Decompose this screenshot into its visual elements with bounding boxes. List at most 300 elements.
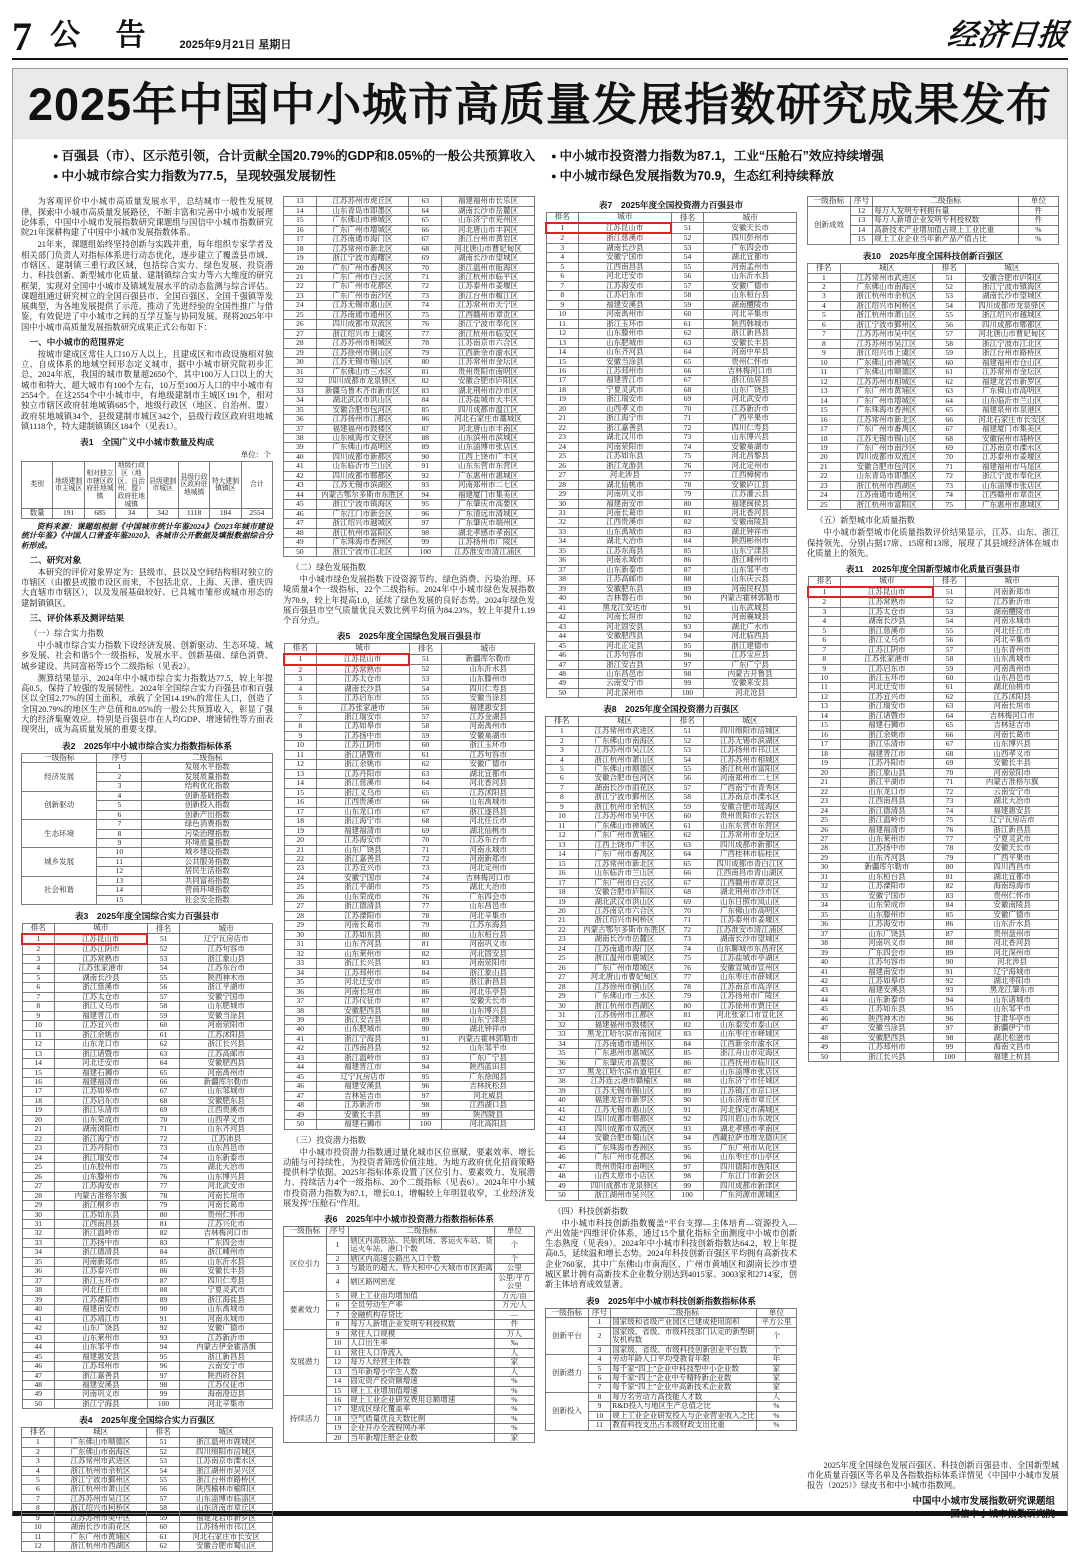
- cell: 江西樟树市: [704, 471, 797, 480]
- cell: 88: [409, 1006, 442, 1015]
- cell: 48: [546, 1172, 579, 1181]
- page-header: [12, 8, 1068, 60]
- cell: 河南长垣市: [180, 1191, 273, 1200]
- cell: 黑龙江哈尔滨市南岗区: [578, 1030, 671, 1039]
- cell: 安徽合肥市庐阳区: [966, 273, 1059, 282]
- cell: 湖南长沙县: [55, 973, 148, 982]
- cell: 人口出生率: [349, 1339, 495, 1348]
- table-row: [284, 902, 535, 911]
- cell: R&D投入与地区生产总值之比: [611, 1402, 757, 1411]
- cell: 69: [671, 897, 704, 906]
- cell: 河北高阳县: [442, 1120, 535, 1129]
- cell: 当年新增注册企业数: [349, 1433, 495, 1442]
- cell: 吉林延吉市: [317, 1091, 410, 1100]
- table-row: [808, 778, 1059, 787]
- cell: 45: [22, 1352, 55, 1361]
- table-row: [284, 1101, 535, 1110]
- cell: 91: [409, 462, 442, 471]
- cell: 山东昌邑市: [966, 674, 1059, 683]
- cell: 96: [409, 1082, 442, 1091]
- table-11: [807, 576, 1059, 1062]
- cell: 100: [671, 1191, 704, 1200]
- cell: 19: [284, 826, 317, 835]
- cell: 江苏太仓市: [841, 607, 934, 616]
- cell: %: [494, 1395, 534, 1404]
- cell: ‰: [494, 1339, 534, 1348]
- cell: 35: [284, 405, 317, 414]
- cell: 河北迁安市: [55, 1059, 148, 1068]
- cell: 山东临沂市兰山区: [316, 462, 409, 471]
- cell: 湖北大冶市: [442, 883, 535, 892]
- cell: 25: [546, 452, 579, 461]
- cell: %: [756, 1402, 796, 1411]
- cell: 浙江温州市瓯海区: [442, 263, 535, 272]
- cell: 89: [147, 1295, 180, 1304]
- cell: 85: [671, 546, 704, 555]
- table-title: 表10 2025年度全国科技创新百强区: [862, 250, 1004, 261]
- cell: 江苏宜兴市: [317, 864, 410, 873]
- cell: 河北威县: [442, 1091, 535, 1100]
- cell: 43: [546, 622, 579, 631]
- cell: 97: [409, 1091, 442, 1100]
- cell: 广东广州市番禺区: [578, 850, 671, 859]
- cell: 山西太原市小店区: [578, 1172, 671, 1181]
- cell: 60: [933, 674, 966, 683]
- cell: 37: [546, 565, 579, 574]
- cell: 59: [933, 664, 966, 673]
- cell: 13: [97, 876, 142, 885]
- column-header: 二级指标: [873, 197, 1019, 207]
- cell: 9: [326, 1329, 349, 1338]
- cell: 山东青州市: [966, 645, 1059, 654]
- cell: 吉林抚松县: [442, 1082, 535, 1091]
- cell: 山东滕州市: [841, 910, 934, 919]
- cell: 环境质量指数: [142, 838, 273, 847]
- cell: 15: [808, 721, 841, 730]
- cell: 创新产出指数: [142, 810, 273, 819]
- cell: 每万人经营主体数: [349, 1358, 495, 1367]
- cell: 53: [409, 675, 442, 684]
- paragraph: 中小城市新型城市化质量指数评价结果显示，江苏、山东、浙江保持领先，分别占据17席、15席和13席，展现了其县域经济体在城市化质量上的领先。: [807, 528, 1059, 558]
- cell: 江苏南京市六合区: [578, 907, 671, 916]
- cell: 浙江杭州市临平区: [442, 273, 535, 282]
- cell: 38: [284, 433, 317, 442]
- cell: 98: [933, 1033, 966, 1042]
- cell: 20: [326, 1433, 349, 1442]
- cell: 58: [147, 1504, 180, 1513]
- section-heading: 三、评价体系及测评结果: [29, 612, 125, 623]
- cell: 广东广州市黄埔区: [54, 1532, 147, 1541]
- cell: 陕西神木市: [180, 973, 273, 982]
- cell: 55: [409, 694, 442, 703]
- cell: 63: [933, 702, 966, 711]
- cell: 12: [284, 760, 317, 769]
- cell: 山东荣成市: [841, 901, 934, 910]
- cell: 1: [546, 727, 579, 736]
- table-row: [22, 1106, 273, 1115]
- cell: 江苏淮安市清江浦区: [442, 547, 535, 556]
- cell: 江苏邳州市: [317, 968, 410, 977]
- cell: %: [756, 1411, 796, 1420]
- cell: 66: [671, 869, 704, 878]
- column-header: 类别: [22, 462, 53, 509]
- cell: 湖南长沙市雨花区: [54, 1523, 147, 1532]
- cell: 74: [409, 873, 442, 882]
- cell: 63: [409, 769, 442, 778]
- cell: 江苏沛县: [180, 1134, 273, 1143]
- cell: 43: [808, 986, 841, 995]
- cell: 42: [808, 977, 841, 986]
- cell: 97: [147, 1371, 180, 1380]
- cell: 29: [808, 853, 841, 862]
- cell: 73: [671, 935, 704, 944]
- cell: 69: [933, 759, 966, 768]
- column-header: 地级建制市主城区: [53, 462, 84, 509]
- column-header: 二级指标: [611, 1308, 757, 1318]
- cell: 山东龙口市: [317, 807, 410, 816]
- cell: 家: [756, 1374, 796, 1383]
- subsection-heading: （五）新型城市化质量指数: [815, 516, 915, 526]
- table-row: [22, 1542, 273, 1551]
- table-row: [22, 1201, 273, 1210]
- cell: 宁夏灵武市: [579, 385, 672, 394]
- cell: 10: [546, 812, 579, 821]
- cell: 34: [284, 396, 317, 405]
- column-header: 排名: [409, 644, 442, 654]
- cell: 86: [409, 987, 442, 996]
- cell: 61: [147, 1532, 180, 1541]
- cell: 河南永城市: [579, 556, 672, 565]
- cell: 46: [284, 1082, 317, 1091]
- cell: 黑龙江安达市: [579, 603, 672, 612]
- table-row: [22, 763, 273, 772]
- cell: 山东荣成市: [317, 892, 410, 901]
- cell: 76: [671, 963, 704, 972]
- cell: 安徽长丰县: [704, 338, 797, 347]
- cell: 46: [22, 1362, 55, 1371]
- cell: 69: [409, 254, 442, 263]
- cell: 8: [588, 1392, 611, 1401]
- cell: 35: [284, 978, 317, 987]
- cell: 78: [147, 1191, 180, 1200]
- cell: 湖北钟祥市: [442, 1025, 535, 1034]
- column-header: 单位: [494, 1227, 534, 1237]
- cell: 90: [671, 594, 704, 603]
- cell: 16: [22, 1077, 55, 1086]
- cell: 山东博兴县: [704, 433, 797, 442]
- cell: 安徽合肥市庐阳区: [442, 377, 535, 386]
- cell: 59: [147, 1513, 180, 1522]
- cell: 江苏连云港市赣榆区: [578, 1077, 671, 1086]
- cell: 污染治理指数: [142, 829, 273, 838]
- table-title: 表6 2025年中小城市投资潜力指数指标体系: [324, 1214, 494, 1225]
- table-row: [284, 921, 535, 930]
- cell: 山东临沂市兰山区: [578, 869, 671, 878]
- cell: 浙江象山县: [841, 768, 934, 777]
- cell: 76: [409, 892, 442, 901]
- table-row: [546, 537, 797, 546]
- table-row: [284, 1044, 535, 1053]
- column-header: 城市: [55, 924, 148, 934]
- cell: 58: [933, 655, 966, 664]
- cell: 河北深州市: [579, 688, 672, 697]
- cell: 85: [409, 405, 442, 414]
- cell: 58: [671, 291, 704, 300]
- cell: 山东博兴县: [442, 1006, 535, 1015]
- cell: 18: [284, 244, 317, 253]
- table-row: [284, 1025, 535, 1034]
- column-header: 城区: [704, 717, 797, 727]
- cell: 36: [284, 987, 317, 996]
- table-row: [546, 850, 797, 859]
- cell: 江苏新沂市: [180, 1333, 273, 1342]
- cell: 9: [808, 664, 841, 673]
- cell: 河北沧县: [704, 688, 797, 697]
- cell: 45: [546, 641, 579, 650]
- cell: 44: [808, 995, 841, 1004]
- cell: 山东青岛市即墨区: [840, 472, 933, 481]
- cell: 8: [22, 1002, 55, 1011]
- table-row: [808, 1052, 1059, 1061]
- cell: 河南郑州市二七区: [442, 481, 535, 490]
- cell: 60: [933, 358, 966, 367]
- cell: 90: [671, 1096, 704, 1105]
- table-row: [808, 1043, 1059, 1052]
- table-row: [546, 471, 797, 480]
- cell: 建成区绿化覆盖率: [349, 1405, 495, 1414]
- cell: 山东龙口市: [55, 1040, 148, 1049]
- cell: 江苏徐州市铜山区: [578, 982, 671, 991]
- cell: 71: [147, 1125, 180, 1134]
- cell: 安徽广德市: [704, 281, 797, 290]
- cell: 49: [546, 1181, 579, 1190]
- cell: 58: [933, 339, 966, 348]
- cell: 国家级、省级、市级科技部门认定的新型研发机构数: [612, 1326, 755, 1345]
- cell: 88: [671, 575, 704, 584]
- cell: 山东齐河县: [841, 853, 934, 862]
- cell: 浙江嘉善县: [55, 1371, 148, 1380]
- cell: 47: [546, 1162, 579, 1171]
- cell: 江西上饶市广丰区: [442, 452, 535, 461]
- cell: 79: [671, 490, 704, 499]
- table-row: [284, 462, 535, 471]
- cell: 广东广州市从化区: [704, 1143, 797, 1152]
- cell: 家: [494, 1358, 534, 1367]
- table-row: [546, 452, 797, 461]
- cell: 82: [409, 949, 442, 958]
- cell: 福建龙岩市新罗区: [180, 1513, 273, 1522]
- cell: 8: [22, 1504, 55, 1513]
- cell: 37: [22, 1276, 55, 1285]
- table-row: [546, 1030, 797, 1039]
- cell: 江苏张家港市: [841, 655, 934, 664]
- cell: 四川成都市郫都区: [966, 320, 1059, 329]
- cell: 21: [284, 845, 317, 854]
- cell: 浙江玉环市: [442, 741, 535, 750]
- cell: 家: [494, 1433, 534, 1442]
- cell: 29: [546, 992, 579, 1001]
- cell: 49: [284, 1110, 317, 1119]
- cell: 安徽宁国市: [841, 891, 934, 900]
- table-title: 表9 2025年中小城市科技创新指数指标体系: [586, 1295, 756, 1306]
- cell: 江苏泰州市姜堰区: [966, 453, 1059, 462]
- cell: 33: [546, 527, 579, 536]
- cell: 32: [284, 377, 317, 386]
- table-row: [546, 310, 797, 319]
- cell: 83: [671, 527, 704, 536]
- cell: 浙江新昌县: [704, 329, 797, 338]
- cell: 43: [284, 481, 317, 490]
- cell: 湖北大冶市: [180, 1163, 273, 1172]
- cell: 江苏常州市武进区: [840, 273, 933, 282]
- cell: 河南长垣市: [317, 987, 410, 996]
- cell: 四川成都市青白江区: [704, 859, 797, 868]
- cell: 68: [933, 434, 966, 443]
- cell: 山东昌邑市: [442, 902, 535, 911]
- cell: 安徽长丰县: [317, 1110, 410, 1119]
- group-label: 城乡发展: [22, 848, 97, 876]
- date-line: 2025年9月21日 星期日: [179, 39, 292, 51]
- column-header: 一级指标: [22, 753, 97, 763]
- cell: 28: [22, 1191, 55, 1200]
- cell: 40: [546, 1096, 579, 1105]
- cell: 河南巩义市: [442, 940, 535, 949]
- cell: 江西新余市渝水区: [442, 348, 535, 357]
- cell: 26: [284, 892, 317, 901]
- cell: 89: [933, 948, 966, 957]
- cell: 31: [284, 367, 317, 376]
- cell: 98: [671, 669, 704, 678]
- cell: 安徽肥西县: [841, 1033, 934, 1042]
- cell: 83: [409, 959, 442, 968]
- cell: 35: [546, 546, 579, 555]
- cell: 71: [933, 778, 966, 787]
- cell: 62: [671, 831, 704, 840]
- cell: 安徽巢湖市: [442, 731, 535, 740]
- cell: 江苏东台市: [442, 836, 535, 845]
- cell: 福建南安市: [55, 1305, 148, 1314]
- table-row: [22, 1248, 273, 1257]
- table-10: [807, 263, 1059, 510]
- cell: 15: [546, 859, 579, 868]
- column-3: [545, 196, 797, 1522]
- cell: 广东佛山市顺德区: [578, 764, 671, 773]
- cell: 94: [671, 1134, 704, 1143]
- cell: 城乡建设指数: [142, 848, 273, 857]
- cell: 浙江杭州市萧山区: [578, 755, 671, 764]
- cell: 68: [409, 817, 442, 826]
- cell: 16: [546, 366, 579, 375]
- cell: 公里/平方公里: [494, 1273, 534, 1291]
- cell: 江苏沭阳县: [180, 1030, 273, 1039]
- cell: 35: [22, 1257, 55, 1266]
- cell: 云南安宁市: [966, 787, 1059, 796]
- cell: 贵州贵阳市南明区: [578, 1162, 671, 1171]
- column-header: 城市: [841, 577, 934, 587]
- cell: 江苏常熟市: [317, 665, 410, 675]
- cell: 38: [546, 1077, 579, 1086]
- cell: 96: [409, 509, 442, 518]
- cell: 湖南长沙市雨花区: [578, 783, 671, 792]
- cell: 68: [409, 244, 442, 253]
- table-row: [22, 944, 273, 954]
- table-row: [22, 876, 273, 885]
- cell: 个: [756, 1327, 796, 1345]
- cell: 8: [808, 655, 841, 664]
- cell: 7: [284, 712, 317, 721]
- cell: 安徽肥西县: [317, 1006, 410, 1015]
- column-header: 特大建制镇镇区: [210, 462, 241, 509]
- cell: 规上工业企业当年新产品产值占比: [873, 235, 1019, 244]
- cell: 江苏高邮市: [180, 1049, 273, 1058]
- cell: 7: [546, 281, 579, 290]
- cell: 福建龙岩市新罗区: [578, 1096, 671, 1105]
- cell: 广东清远市清城区: [442, 509, 535, 518]
- cell: 9: [97, 838, 142, 847]
- table-row: [284, 997, 535, 1006]
- cell: 江苏东海县: [579, 546, 672, 555]
- cell: 每万人新增企业发明专利授权数: [349, 1320, 495, 1329]
- cell: 84: [409, 396, 442, 405]
- cell: 24: [22, 1153, 55, 1162]
- cell: 山东济南市章丘区: [704, 1096, 797, 1105]
- cell: 辽宁瓦房店市: [966, 816, 1059, 825]
- cell: 江西赣州市章贡区: [704, 878, 797, 887]
- table-row: [22, 1163, 273, 1172]
- cell: 11: [588, 1421, 611, 1430]
- cell: 人: [494, 1367, 534, 1376]
- cell: 山东宁津县: [442, 1015, 535, 1024]
- cell: 1: [808, 587, 841, 597]
- cell: 18: [326, 1414, 349, 1423]
- cell: 75: [933, 816, 966, 825]
- cell: 西藏拉萨市堆龙德庆区: [704, 1134, 797, 1143]
- cell: 72: [147, 1134, 180, 1143]
- cell: 河北正定县: [579, 641, 672, 650]
- group-label: 要素效力: [284, 1291, 327, 1329]
- cell: 84: [933, 901, 966, 910]
- bullet-item: ● 中小城市绿色发展指数为70.9，生态红利持续释放: [551, 166, 1027, 184]
- cell: 50: [808, 1052, 841, 1061]
- cell: 34: [546, 1039, 579, 1048]
- cell: 山东广饶县: [841, 929, 934, 938]
- cell: 10: [808, 674, 841, 683]
- table-title: 表7 2025年度全国投资潜力百强县市: [598, 200, 744, 211]
- cell: 92: [671, 613, 704, 622]
- cell: 4: [808, 617, 841, 626]
- cell: 江苏如皋市: [841, 977, 934, 986]
- cell: 广东四会市: [704, 243, 797, 252]
- cell: 浙江宁波市鄞州区: [840, 320, 933, 329]
- cell: 14: [546, 348, 579, 357]
- column-header: 合计: [241, 462, 272, 509]
- cell: 39: [284, 1015, 317, 1024]
- column-2: [283, 196, 535, 1522]
- cell: 江苏无锡市惠山区: [578, 1105, 671, 1114]
- cell: 江苏常熟市: [841, 597, 934, 607]
- cell: 四川成都市新都区: [704, 840, 797, 849]
- cell: 山东邹平市: [442, 1044, 535, 1053]
- cell: 江苏靖江市: [55, 1314, 148, 1323]
- cell: 浙江绍兴市上虞区: [316, 329, 409, 338]
- cell: 10: [22, 1523, 55, 1532]
- cell: 江苏苏州市吴中区: [840, 330, 933, 339]
- bullet-list: [13, 139, 1067, 190]
- cell: 79: [409, 348, 442, 357]
- table-row: [284, 538, 535, 547]
- cell: 江西湖口县: [442, 1101, 535, 1110]
- table-row: [546, 1355, 797, 1364]
